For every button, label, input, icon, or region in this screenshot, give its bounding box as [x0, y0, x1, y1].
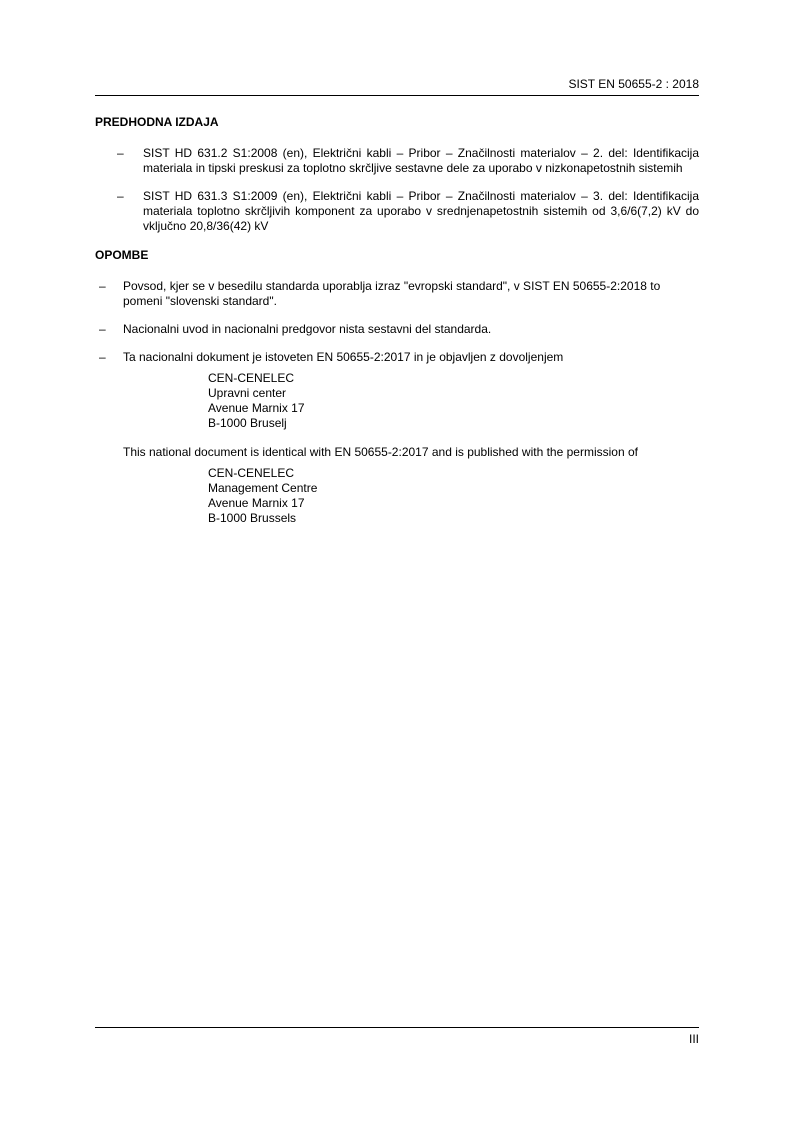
document-id: SIST EN 50655-2 : 2018 [568, 77, 699, 91]
previous-edition-list [95, 146, 699, 234]
notes-list [95, 279, 699, 365]
list-dash: – [99, 279, 106, 293]
page-header [95, 77, 699, 96]
note-item [95, 322, 699, 337]
previous-edition-heading: PREDHODNA IZDAJA [95, 115, 219, 129]
note-item [95, 279, 699, 309]
english-statement: This national document is identical with EN 50655-2:2017 and is published with the permission of [123, 445, 638, 459]
list-dash: – [117, 189, 124, 203]
previous-edition-text: SIST HD 631.3 S1:2009 (en), Električni kabli – Pribor – Značilnosti materialov – 3. del: Identifikacija materiala toplotno skrčljivih komponent za uporabo v srednjenapetostnih sistemih od 3,6/6(7,2) kV do vključno 20,8/36(42) kV [143, 189, 699, 233]
page-number: III [688, 1032, 699, 1046]
address-line: Management Centre [208, 481, 318, 495]
address-line: Avenue Marnix 17 [208, 401, 305, 415]
list-dash: – [117, 146, 124, 160]
page-footer [95, 1027, 699, 1046]
address-line: Upravni center [208, 386, 287, 400]
address-line: B-1000 Bruselj [208, 416, 287, 430]
previous-edition-text: SIST HD 631.2 S1:2008 (en), Električni kabli – Pribor – Značilnosti materialov – 2. del: Identifikacija materiala in tipski preskusi za toplotno skrčljive sestavne dele za uporabo v nizkonapetostnih sistemih [143, 146, 699, 175]
address-slovenian [208, 371, 699, 431]
list-dash: – [99, 322, 106, 336]
note-text: Povsod, kjer se v besedilu standarda uporablja izraz "evropski standard", v SIST EN 50655-2:2018 to pomeni "slovenski standard". [123, 279, 661, 308]
address-line: B-1000 Brussels [208, 511, 297, 525]
previous-edition-item [95, 146, 699, 176]
note-text: Nacionalni uvod in nacionalni predgovor nista sestavni del standarda. [123, 322, 492, 336]
list-dash: – [99, 350, 106, 364]
address-line: CEN-CENELEC [208, 466, 295, 480]
note-item [95, 350, 699, 365]
page-content [95, 115, 699, 526]
previous-edition-item [95, 189, 699, 234]
note-text: Ta nacionalni dokument je istoveten EN 50655-2:2017 in je objavljen z dovoljenjem [123, 350, 564, 364]
notes-heading: OPOMBE [95, 248, 149, 262]
address-line: Avenue Marnix 17 [208, 496, 305, 510]
address-line: CEN-CENELEC [208, 371, 295, 385]
address-english [208, 466, 699, 526]
